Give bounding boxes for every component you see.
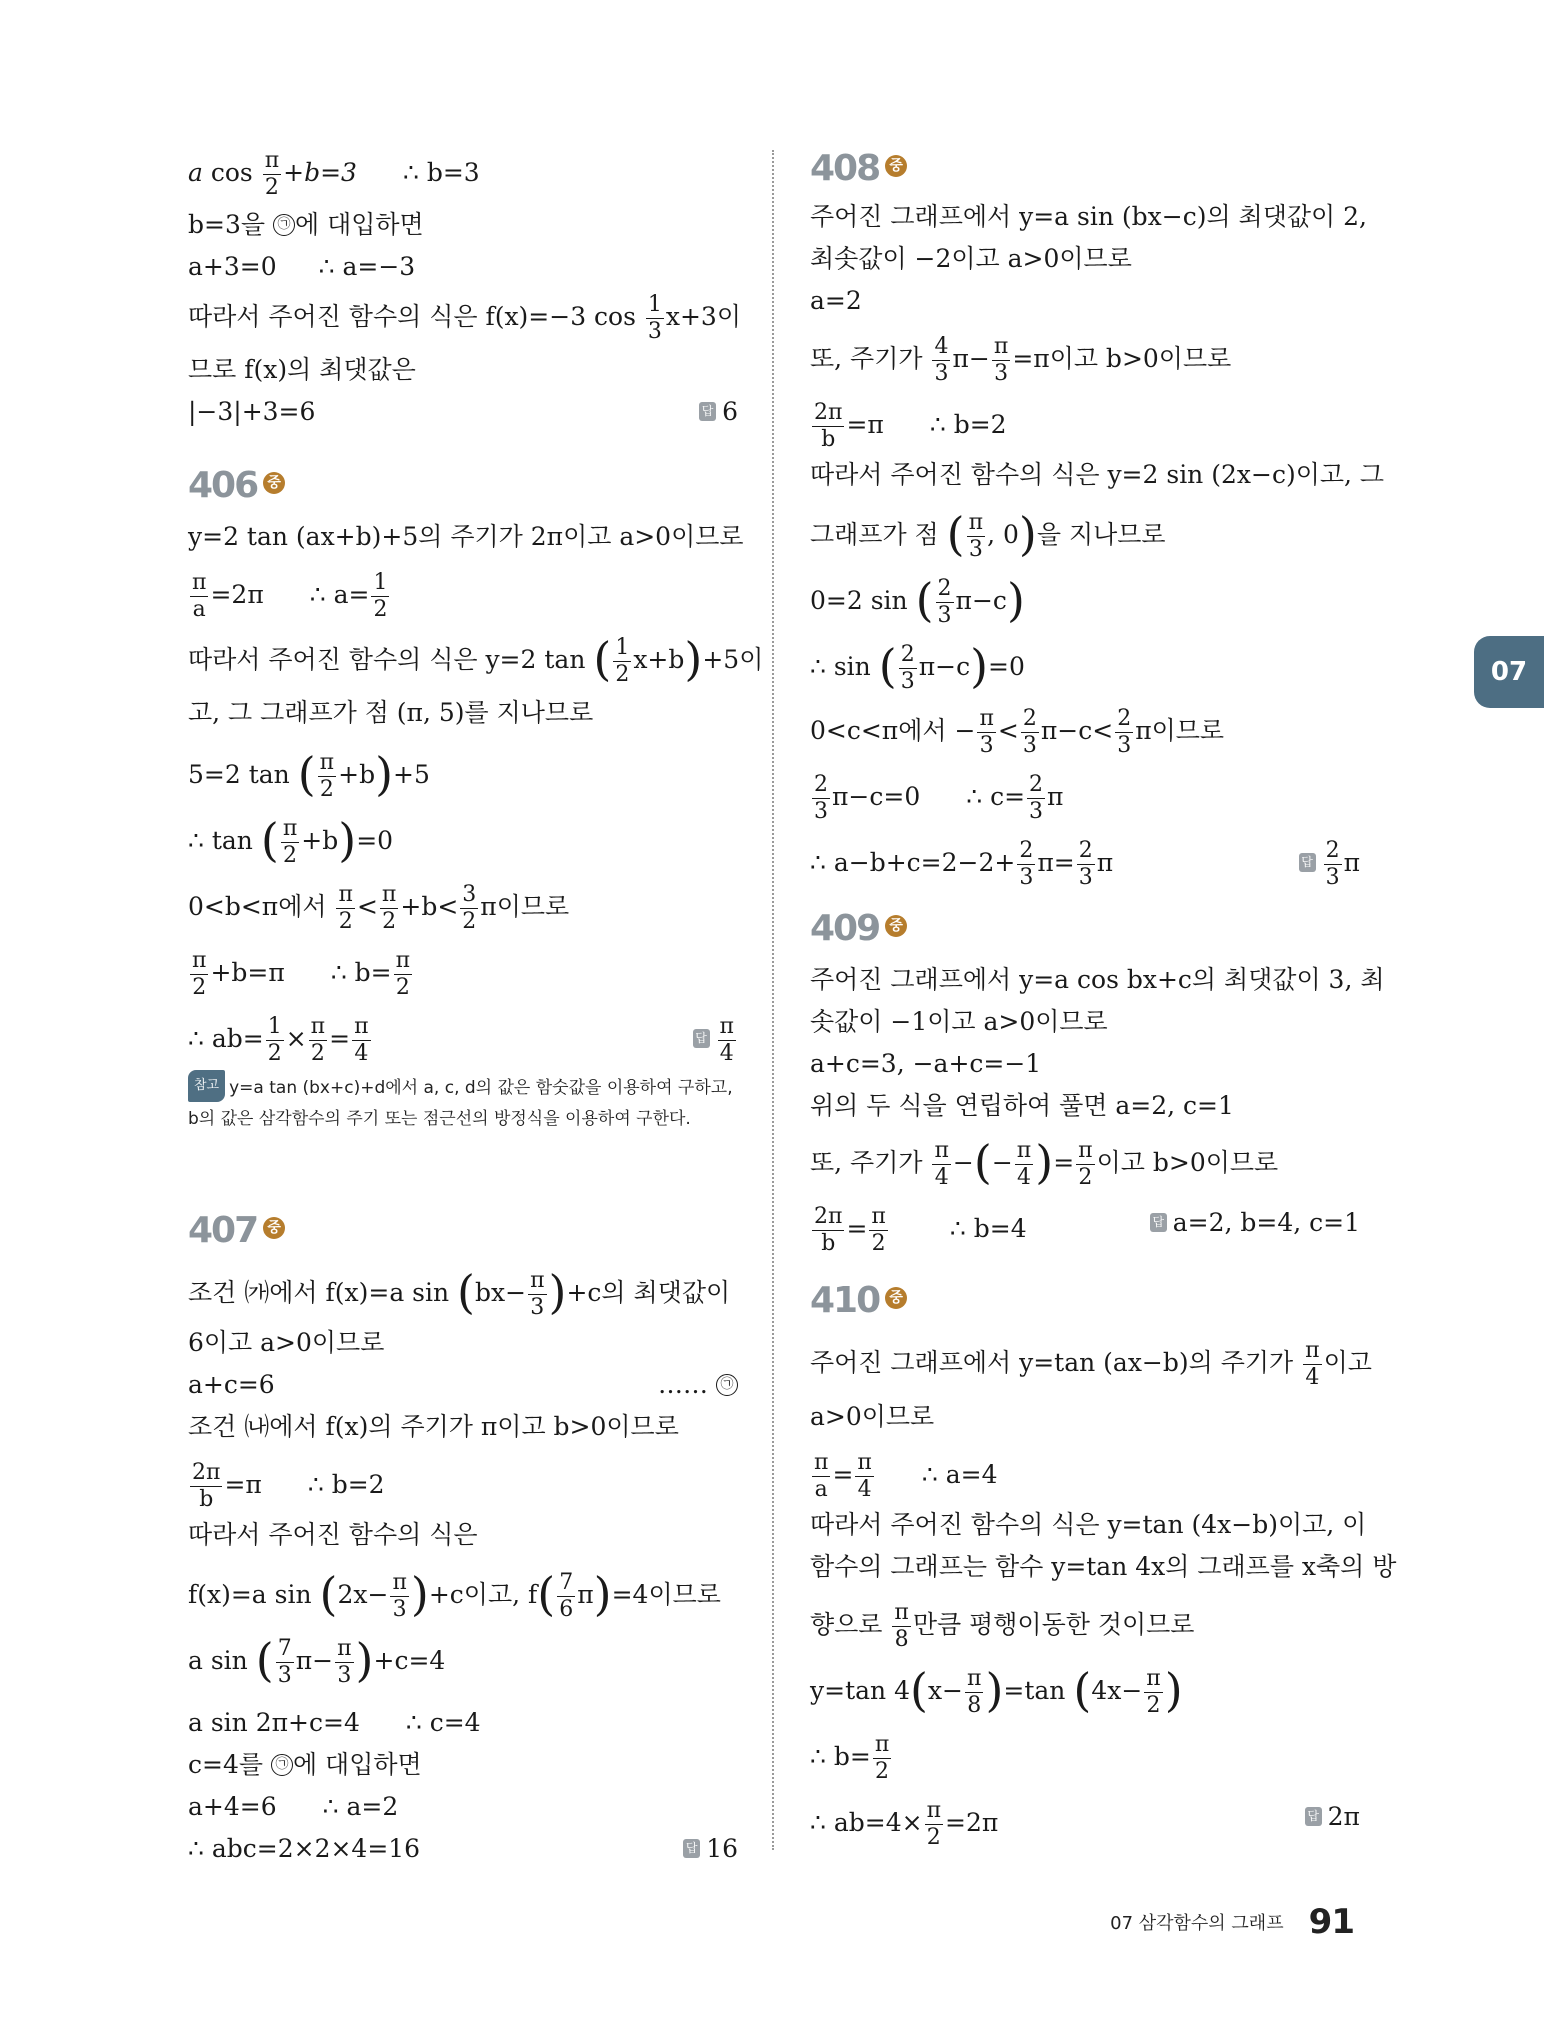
line: y=tan 4(x− $\frac{\pi}{8}$ )=tan (4x− $\frac{\pi}{2}$ ) xyxy=(810,1662,1183,1718)
problem-number-410: 410 중 xyxy=(810,1280,907,1321)
problem-number-408: 408 중 xyxy=(810,148,907,189)
answer-406: 답 $\frac{\pi}{4}$ xyxy=(693,1016,738,1065)
answer-icon: 답 xyxy=(1305,1807,1322,1826)
line: a+4=6 ∴ a=2 xyxy=(188,1792,399,1821)
circled-one-icon: ㉠ xyxy=(716,1374,738,1396)
line: ∴ a−b+c=2−2+ $\frac{2}{3}$ π= $\frac{2}{3}$ π xyxy=(810,838,1114,890)
line: 주어진 그래프에서 y=a cos bx+c의 최댓값이 3, 최 xyxy=(810,965,1385,994)
line: ∴ abc=2×2×4=16 xyxy=(188,1834,421,1863)
line: a sin 2π+c=4 ∴ c=4 xyxy=(188,1708,481,1737)
line: 향으로 $\frac{\pi}{8}$ 만큼 평행이동한 것이므로 xyxy=(810,1600,1195,1652)
line: 0<b<π에서 $\frac{\pi}{2}$ < $\frac{\pi}{2}$ +b< $\frac{3}{2}$ π이므로 xyxy=(188,882,570,934)
line: 따라서 주어진 함수의 식은 y=2 sin (2x−c)이고, 그 xyxy=(810,460,1385,489)
circled-one-icon: ㉠ xyxy=(271,1754,293,1776)
circled-one-icon: ㉠ xyxy=(273,214,295,236)
line: ∴ b= $\frac{\pi}{2}$ xyxy=(810,1732,890,1784)
line: a>0이므로 xyxy=(810,1402,935,1431)
line: 조건 ㈎에서 f(x)=a sin (bx− $\frac{\pi}{3}$ )+c의 최댓값이 xyxy=(188,1264,731,1320)
answer-icon: 답 xyxy=(699,402,716,421)
line: 솟값이 −1이고 a>0이므로 xyxy=(810,1007,1108,1036)
chapter-tab[interactable]: 07 xyxy=(1474,636,1544,708)
answer-icon: 답 xyxy=(1150,1213,1167,1232)
answer-icon: 답 xyxy=(693,1029,710,1048)
answer-icon: 답 xyxy=(1299,853,1316,872)
line: $\frac{\pi}{a}$ =2π ∴ a= $\frac{1}{2}$ xyxy=(192,570,388,622)
answer-icon: 답 xyxy=(683,1839,700,1858)
line: 위의 두 식을 연립하여 풀면 a=2, c=1 xyxy=(810,1091,1234,1120)
problem-number-407: 407 중 xyxy=(188,1210,285,1251)
line: 조건 ㈏에서 f(x)의 주기가 π이고 b>0이므로 xyxy=(188,1412,679,1441)
line: $\frac{2\pi}{b}$ = $\frac{\pi}{2}$ ∴ b=4 xyxy=(814,1204,1027,1256)
footer-chapter-title: 07 삼각함수의 그래프 xyxy=(1110,1913,1284,1934)
line: 따라서 주어진 함수의 식은 y=tan (4x−b)이고, 이 xyxy=(810,1510,1367,1539)
difficulty-badge: 중 xyxy=(885,1287,907,1309)
note-badge: 참고 xyxy=(188,1070,225,1102)
line: ∴ ab=4× $\frac{\pi}{2}$ =2π xyxy=(810,1798,999,1850)
column-divider xyxy=(772,150,774,1850)
line: b=3을 ㉠ 에 대입하면 xyxy=(188,210,424,239)
answer-409: 답 a=2, b=4, c=1 xyxy=(1150,1206,1360,1240)
line: 5=2 tan ( $\frac{\pi}{2}$ +b)+5 xyxy=(188,746,430,802)
line: 함수의 그래프는 함수 y=tan 4x의 그래프를 x축의 방 xyxy=(810,1552,1397,1581)
line: ∴ sin ( $\frac{2}{3}$ π−c)=0 xyxy=(810,638,1025,694)
line: a sin ( $\frac{7}{3}$ π− $\frac{\pi}{3}$ )+c=4 xyxy=(188,1632,446,1688)
line: 따라서 주어진 함수의 식은 y=2 tan ( $\frac{1}{2}$ x+b)+5이 xyxy=(188,631,764,687)
difficulty-badge: 중 xyxy=(885,155,907,177)
line: |−3|+3=6 xyxy=(188,397,316,426)
line: $\frac{\pi}{2}$ +b=π ∴ b= $\frac{\pi}{2}$ xyxy=(192,948,411,1000)
line: ∴ tan ( $\frac{\pi}{2}$ +b)=0 xyxy=(188,812,394,868)
line: y=2 tan (ax+b)+5의 주기가 2π이고 a>0이므로 xyxy=(188,522,744,551)
line: $\frac{2\pi}{b}$ =π ∴ b=2 xyxy=(192,1460,385,1512)
line: 따라서 주어진 함수의 식은 xyxy=(188,1520,478,1549)
answer-407: 답 16 xyxy=(683,1832,738,1866)
line: a=2 xyxy=(810,286,862,315)
line: ∴ ab= $\frac{1}{2}$ × $\frac{\pi}{2}$ = $\frac{\pi}{4}$ xyxy=(188,1014,369,1066)
answer-408: 답 $\frac{2}{3}$ π xyxy=(1299,840,1360,889)
line: a+3=0 ∴ a=−3 xyxy=(188,252,416,281)
line: $\frac{\pi}{a}$ = $\frac{\pi}{4}$ ∴ a=4 xyxy=(814,1450,998,1502)
difficulty-badge: 중 xyxy=(263,1217,285,1239)
line: 0=2 sin ( $\frac{2}{3}$ π−c) xyxy=(810,572,1025,628)
answer-410: 답 2π xyxy=(1305,1800,1360,1834)
equation-marker: …… ㉠ xyxy=(658,1368,738,1402)
line: 또, 주기가 $\frac{4}{3}$ π− $\frac{\pi}{3}$ =π이고 b>0이므로 xyxy=(810,334,1232,386)
page-number: 91 xyxy=(1308,1902,1354,1942)
line: 고, 그 그래프가 점 (π, 5)를 지나므로 xyxy=(188,698,594,727)
line: a+c=6 xyxy=(188,1370,275,1399)
line: 따라서 주어진 함수의 식은 f(x)=−3 cos $\frac{1}{3}$ x+3이 xyxy=(188,292,741,344)
difficulty-badge: 중 xyxy=(263,472,285,494)
line: a+c=3, −a+c=−1 xyxy=(810,1049,1042,1078)
line: 주어진 그래프에서 y=tan (ax−b)의 주기가 $\frac{\pi}{4}$ 이고 xyxy=(810,1338,1372,1390)
line: f(x)=a sin (2x− $\frac{\pi}{3}$ )+c이고, f( $\frac{7}{6}$ π)=4이므로 xyxy=(188,1566,721,1622)
line: 6이고 a>0이므로 xyxy=(188,1328,385,1357)
line: $\frac{2\pi}{b}$ =π ∴ b=2 xyxy=(814,400,1007,452)
problem-number-406: 406 중 xyxy=(188,465,285,506)
page-footer xyxy=(1110,1902,1354,1942)
line: 그래프가 점 ( $\frac{\pi}{3}$ , 0)을 지나므로 xyxy=(810,506,1166,562)
problem-number-409: 409 중 xyxy=(810,908,907,949)
reference-note: 참고 y=a tan (bx+c)+d에서 a, c, d의 값은 함숫값을 이용하여 구하고, b의 값은 삼각함수의 주기 또는 점근선의 방정식을 이용하여 구한다. xyxy=(188,1072,738,1134)
line: 최솟값이 −2이고 a>0이므로 xyxy=(810,244,1132,273)
line: 주어진 그래프에서 y=a sin (bx−c)의 최댓값이 2, xyxy=(810,202,1367,231)
line: 또, 주기가 $\frac{\pi}{4}$ −(− $\frac{\pi}{4}$ )= $\frac{\pi}{2}$ 이고 b>0이므로 xyxy=(810,1134,1279,1190)
difficulty-badge: 중 xyxy=(885,915,907,937)
line: a cos $\frac{\pi}{2}$ +b=3 ∴ b=3 xyxy=(188,148,480,200)
line: 0<c<π에서 − $\frac{\pi}{3}$ < $\frac{2}{3}$ π−c< $\frac{2}{3}$ π이므로 xyxy=(810,706,1225,758)
line: c=4를 ㉠ 에 대입하면 xyxy=(188,1750,422,1779)
line: 므로 f(x)의 최댓값은 xyxy=(188,355,416,384)
line: $\frac{2}{3}$ π−c=0 ∴ c= $\frac{2}{3}$ π xyxy=(814,772,1064,824)
answer-405: 답 6 xyxy=(699,395,738,429)
